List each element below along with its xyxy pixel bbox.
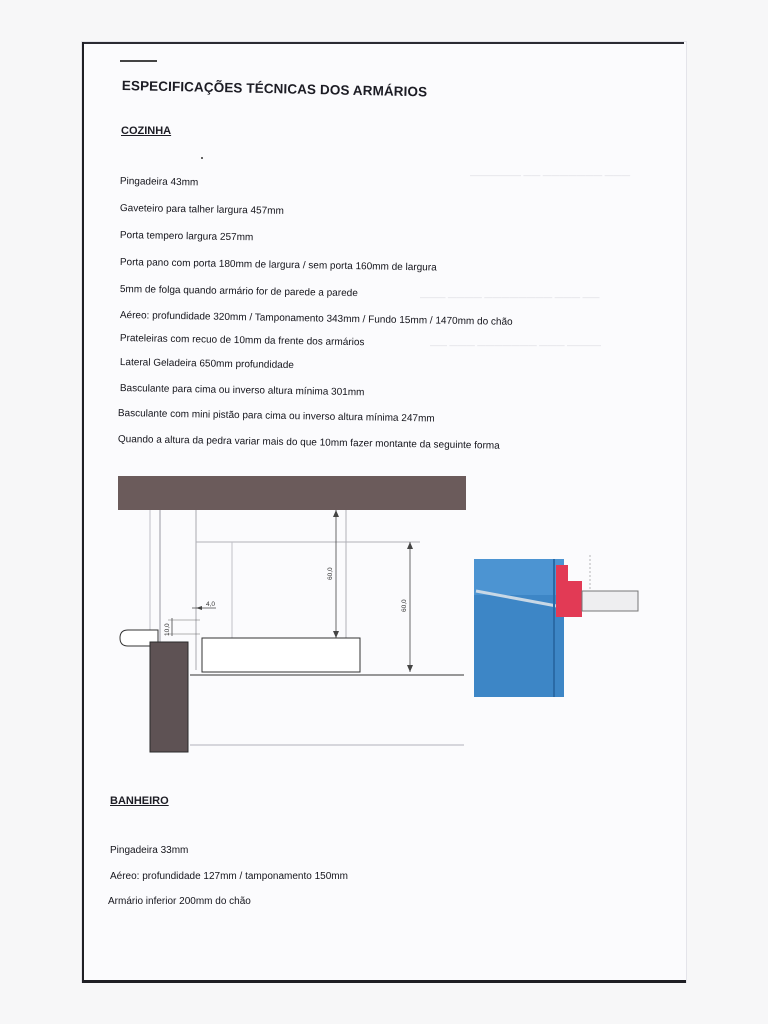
panel-detail-image [470,555,640,700]
kitchen-spec-line: Porta pano com porta 180mm de largura / sem porta 160mm de largura [119,257,437,274]
base-block [202,638,360,672]
cross-section-drawing [110,470,470,760]
side-panel [150,642,188,752]
bathroom-spec-line: Pingadeira 33mm [110,845,189,856]
dimension-drip [164,618,200,636]
kitchen-spec-line: Prateleiras com recuo de 10mm da frente dos armários [119,333,365,349]
svg-text:4,0: 4,0 [206,601,216,608]
kitchen-spec-line: 5mm de folga quando armário for de parede a parede [119,284,358,300]
kitchen-spec-line: Porta tempero largura 257mm [119,230,254,244]
kitchen-spec-line: Lateral Geladeira 650mm profundidade [119,357,294,372]
bathroom-spec-line: Aéreo: profundidade 127mm / tamponamento 150mm [110,871,348,882]
kitchen-spec-line: Gaveteiro para talher largura 457mm [119,203,284,217]
kitchen-spec-line: Basculante para cima ou inverso altura mínima 301mm [119,383,365,399]
grey-shelf [582,591,638,611]
kitchen-spec-line: Pingadeira 43mm [119,176,199,189]
svg-text:60,0: 60,0 [327,567,334,580]
header-mark [120,60,157,62]
bleed-through-text: —————— —— ——————— ——— [470,170,631,180]
document-title: ESPECIFICAÇÕES TÉCNICAS DOS ARMÁRIOS [121,78,428,100]
svg-text:10,0: 10,0 [164,623,171,636]
dimension-left-height [327,510,339,638]
bleed-through-text: ——— ———— ———————— ——— —— [420,292,600,302]
stray-mark [201,157,203,159]
page-edge [82,42,84,982]
page-edge [84,42,684,44]
kitchen-spec-line: Aéreo: profundidade 320mm / Tamponamento 343mm / Fundo 15mm / 1470mm do chão [119,310,513,328]
kitchen-spec-line: Basculante com mini pistão para cima ou inverso altura mínima 247mm [117,408,435,425]
kitchen-heading: COZINHA [121,125,172,137]
bathroom-spec-line: Armário inferior 200mm do chão [108,896,251,907]
dimension-right-height [401,542,413,672]
kitchen-spec-line: Quando a altura da pedra variar mais do que 10mm fazer montante da seguinte forma [117,434,500,452]
bathroom-heading: BANHEIRO [110,795,169,807]
page-edge [82,980,686,983]
svg-text:60,0: 60,0 [401,599,408,612]
red-edge-band [556,565,568,617]
countertop-slab [118,476,466,510]
bleed-through-text: —— ——— ——————— ——— ———— [430,340,601,350]
